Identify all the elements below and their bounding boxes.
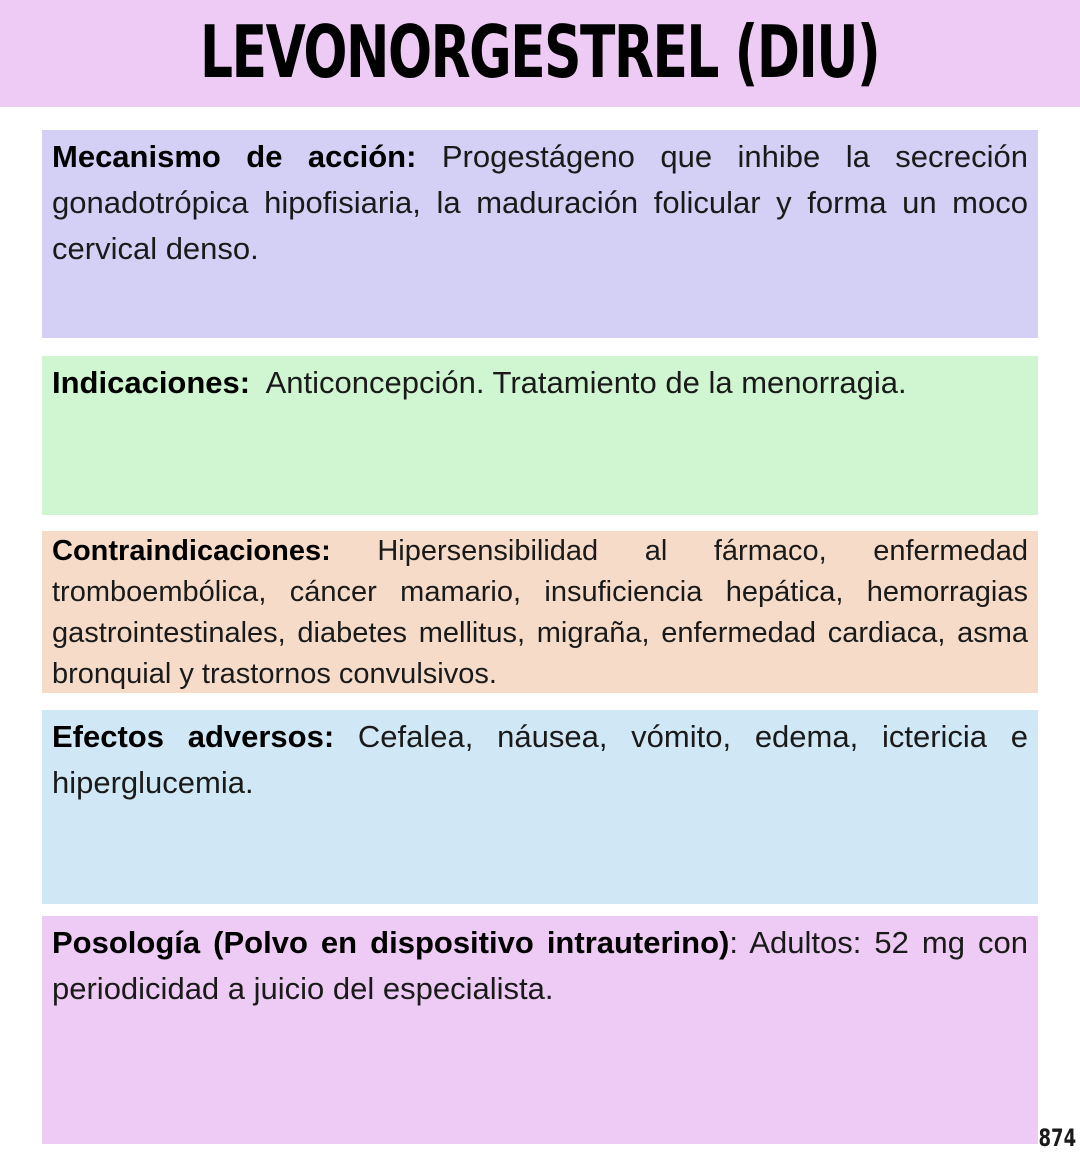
section-text: : Adultos: 52 mg con periodicidad a juicio del especialista. [52, 925, 1028, 1006]
section-label: Contraindicaciones: [52, 535, 331, 567]
section-label: Mecanismo de acción: [52, 139, 417, 174]
section-text: Cefalea, náusea, vómito, edema, ictericia e hiperglucemia. [52, 719, 1029, 800]
page-title: LEVONORGESTREL (DIU) [200, 9, 880, 94]
section-label: Posología (Polvo en dispositivo intrauterino) [52, 925, 730, 960]
section-dosage [42, 916, 1038, 1144]
section-contraindications [42, 531, 1038, 693]
section-indications [42, 356, 1038, 515]
section-text: Hipersensibilidad al fármaco, enfermedad tromboembólica, cáncer mamario, insuficiencia hepática, hemorragias gastrointestinales, diabetes mellitus, migraña, enfermedad cardiaca, asma bronquial y trastornos convulsivos. [52, 535, 1028, 690]
section-text: Anticoncepción. Tratamiento de la menorragia. [250, 365, 907, 400]
section-label: Indicaciones: [52, 365, 251, 400]
section-label: Efectos adversos: [52, 719, 335, 754]
section-mechanism [42, 130, 1038, 338]
title-banner [0, 0, 1080, 107]
page-number: 874 [1038, 1124, 1076, 1152]
section-text: Progestágeno que inhibe la secreción gonadotrópica hipofisiaria, la maduración folicular y forma un moco cervical denso. [52, 139, 1028, 266]
section-adverse-effects [42, 710, 1038, 904]
